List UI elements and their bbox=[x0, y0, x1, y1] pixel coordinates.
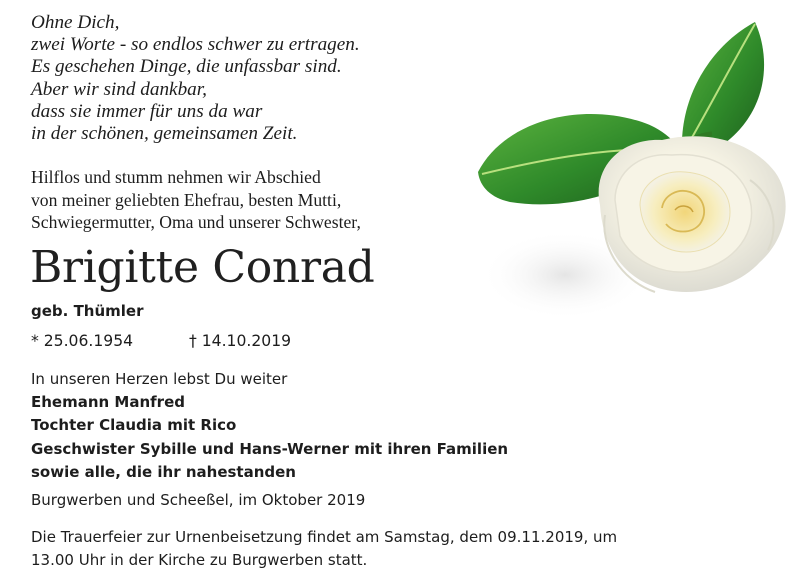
poem-line: zwei Worte - so endlos schwer zu ertragen. bbox=[31, 34, 360, 56]
poem-line: Es geschehen Dinge, die unfassbar sind. bbox=[31, 56, 342, 78]
poem-line: Ohne Dich, bbox=[31, 12, 120, 33]
intro-line: Schwiegermutter, Oma und unserer Schwester, bbox=[31, 212, 361, 233]
mourner-entry: Ehemann Manfred bbox=[31, 393, 185, 412]
ceremony-line: Die Trauerfeier zur Urnenbeisetzung findet am Samstag, dem 09.11.2019, um bbox=[31, 528, 618, 546]
mourner-entry: Tochter Claudia mit Rico bbox=[31, 416, 237, 435]
place-and-date: Burgwerben und Scheeßel, im Oktober 2019 bbox=[31, 491, 366, 509]
funeral-ceremony-info bbox=[31, 526, 776, 571]
memorial-poem bbox=[31, 12, 360, 145]
deceased-name: Brigitte Conrad bbox=[30, 242, 375, 293]
poem-line: dass sie immer für uns da war bbox=[31, 100, 263, 122]
poem-line: in der schönen, gemeinsamen Zeit. bbox=[31, 123, 298, 145]
mourner-entry: sowie alle, die ihr nahestanden bbox=[31, 462, 296, 481]
death-date: † 14.10.2019 bbox=[189, 332, 292, 350]
maiden-name: geb. Thümler bbox=[31, 302, 144, 320]
mourner-entry: Geschwister Sybille und Hans-Werner mit ihren Familien bbox=[31, 439, 509, 458]
rose-bloom bbox=[599, 136, 786, 292]
life-dates bbox=[31, 330, 292, 352]
mourners-lead: In unseren Herzen lebst Du weiter bbox=[31, 370, 288, 388]
farewell-intro bbox=[31, 166, 361, 234]
white-rose-image bbox=[450, 0, 800, 330]
intro-line: Hilflos und stumm nehmen wir Abschied bbox=[31, 167, 321, 187]
birth-date: * 25.06.1954 bbox=[31, 332, 134, 350]
ceremony-line: 13.00 Uhr in der Kirche zu Burgwerben statt. bbox=[31, 550, 368, 569]
poem-line: Aber wir sind dankbar, bbox=[31, 78, 207, 100]
intro-line: von meiner geliebten Ehefrau, besten Mutti, bbox=[31, 189, 342, 210]
mourners-list bbox=[31, 368, 508, 484]
